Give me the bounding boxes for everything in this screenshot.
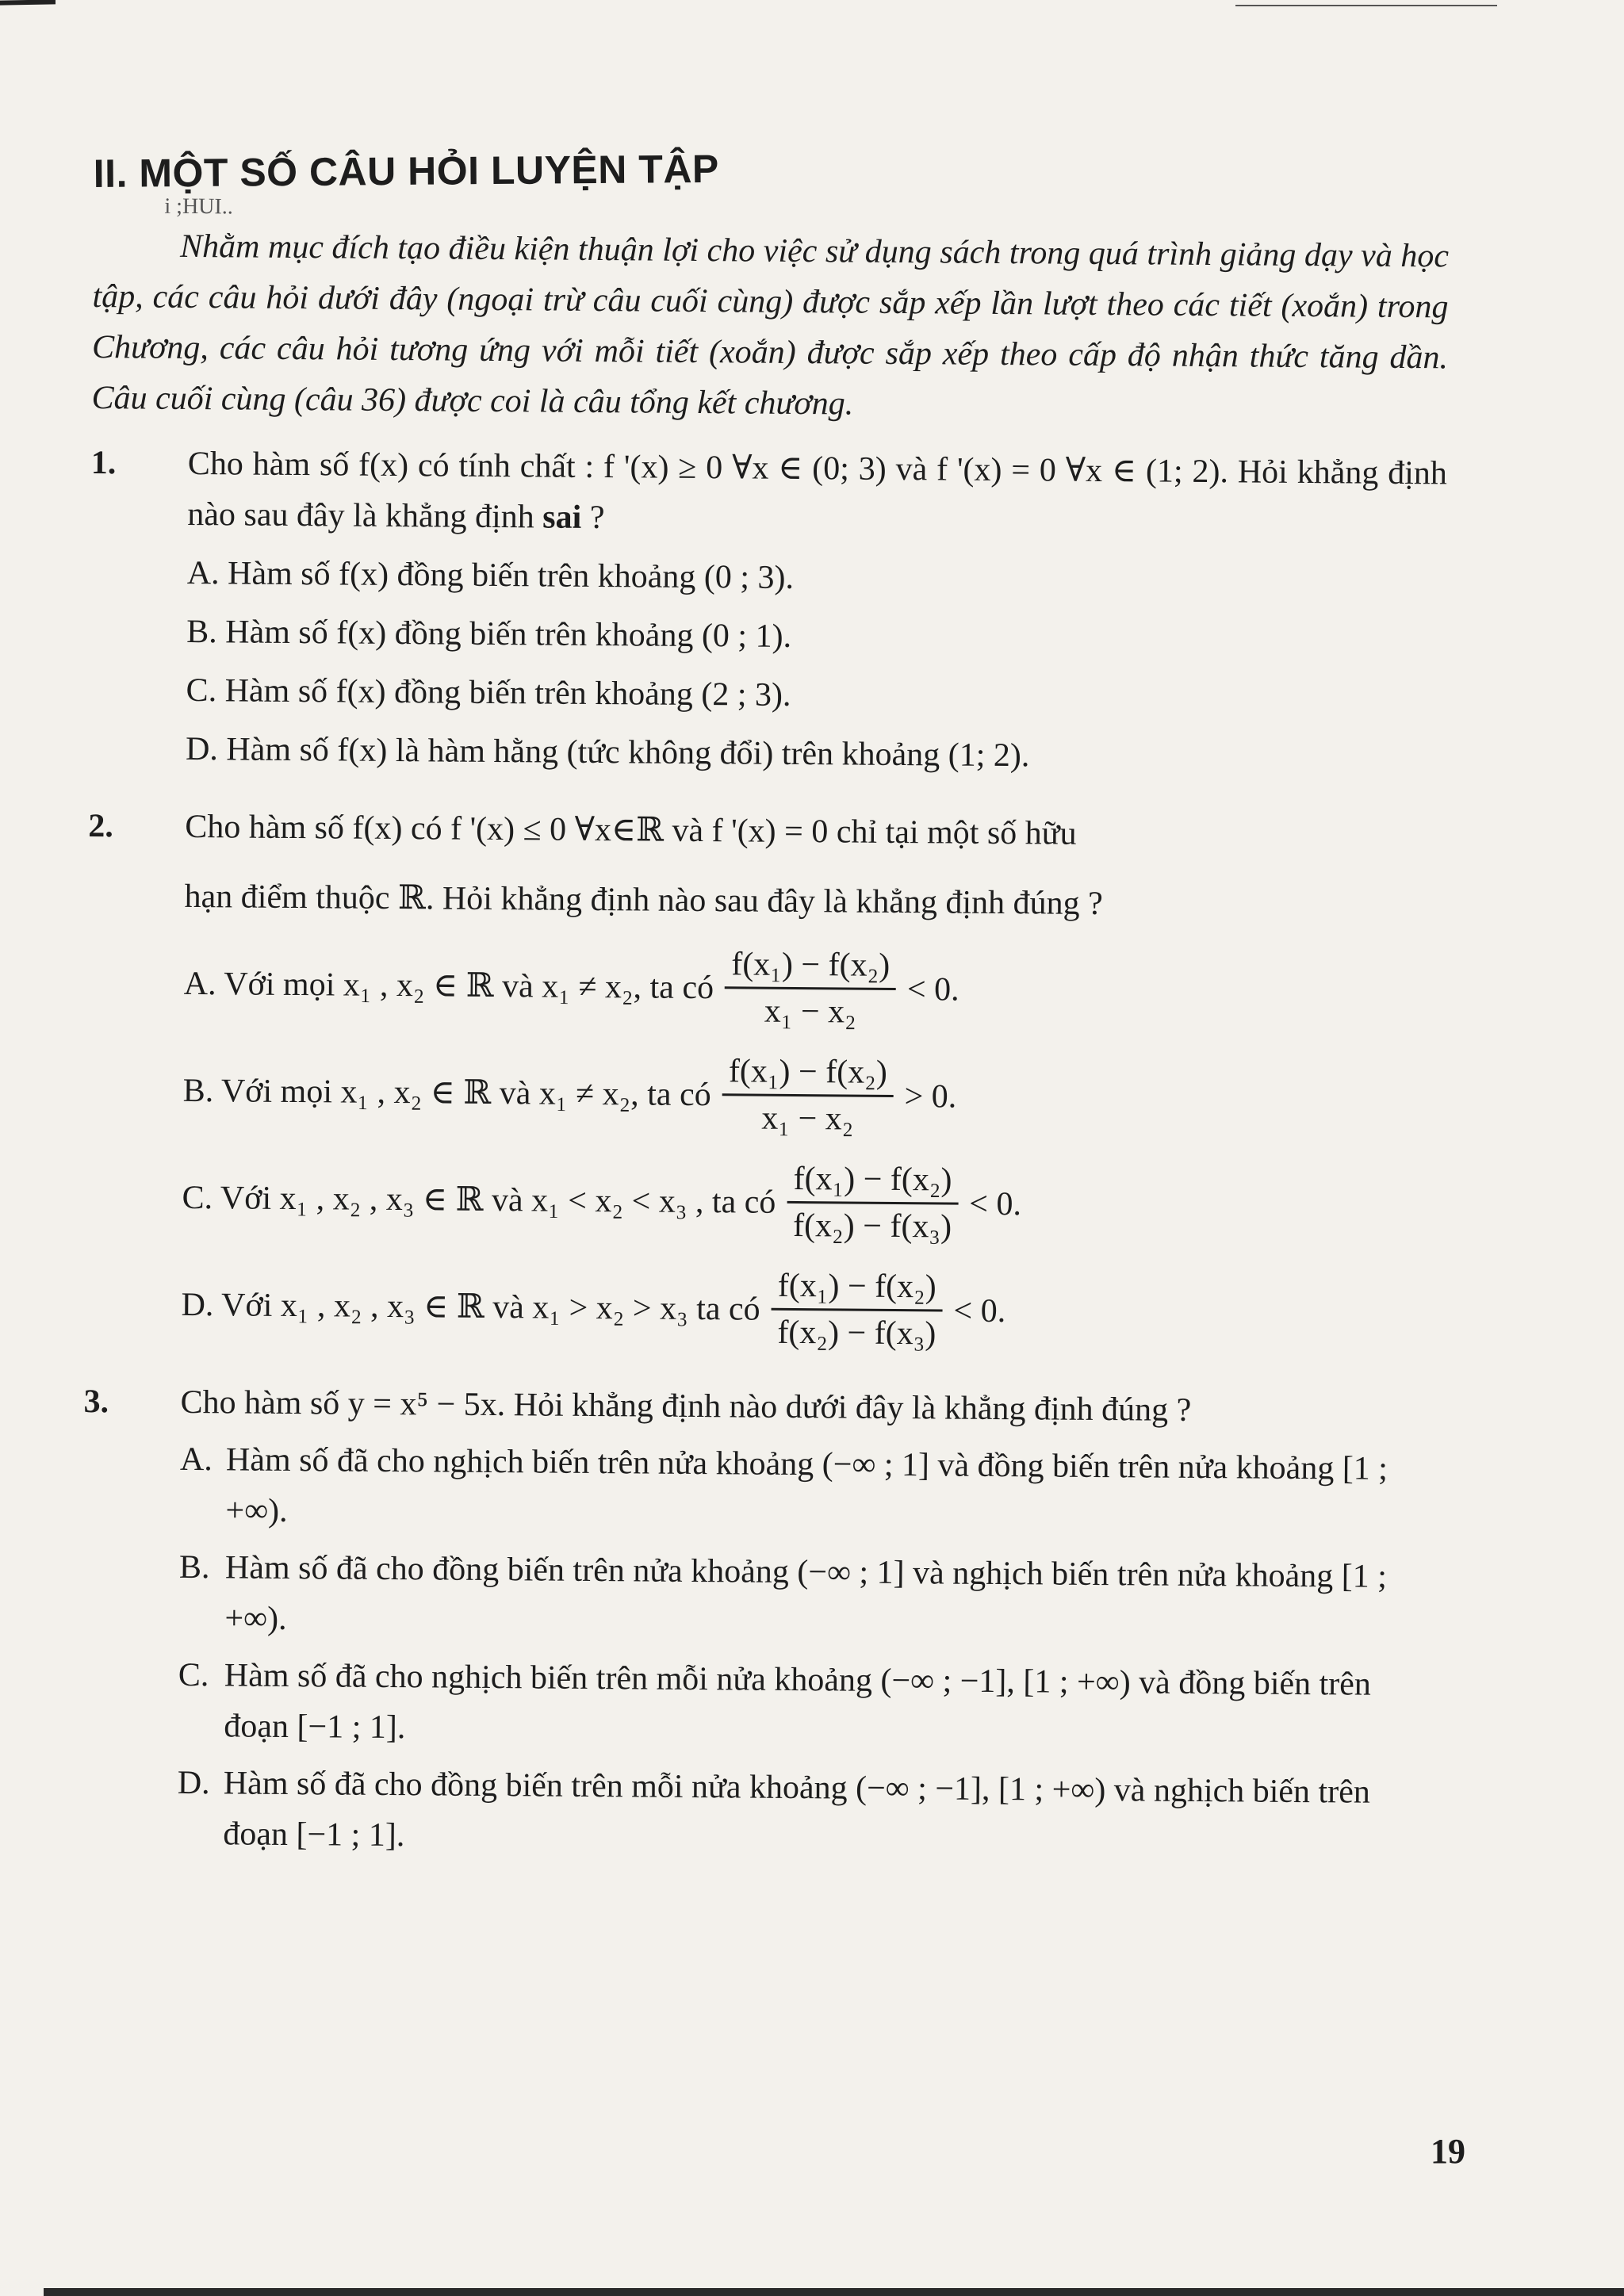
fraction-numerator: f(x₁) − f(x₂) <box>725 942 896 990</box>
options-list <box>177 1434 1439 1869</box>
stem-end: ? <box>581 499 605 537</box>
option-label: D. <box>177 1764 210 1802</box>
question-stem: Cho hàm số f(x) có f '(x) ≤ 0 ∀x∈ℝ và f '(x) = 0 chỉ tại một số hữu <box>185 808 1077 852</box>
question-number: 1. <box>90 444 117 482</box>
option-label: C. <box>178 1656 209 1694</box>
options-list <box>186 548 1446 784</box>
fraction-denominator: f(x₂) − f(x₃) <box>792 1207 952 1246</box>
option-b <box>178 1542 1438 1653</box>
stem-emphasis: sai <box>542 499 582 536</box>
option-a: A. Hàm số f(x) đồng biến trên khoảng (0 ; 3). <box>186 554 795 596</box>
fraction <box>725 942 897 1035</box>
question-stem-line2: hạn điểm thuộc ℝ. Hỏi khẳng định nào sau đây là khẳng định đúng ? <box>184 878 1103 923</box>
option-text: A. Với mọi x₁ , x₂ ∈ ℝ và x₁ ≠ x₂, ta có <box>183 965 714 1006</box>
page-content <box>80 146 1450 1896</box>
option-c <box>182 1152 1442 1253</box>
section-title: II. MỘT SỐ CÂU HỎI LUYỆN TẬP <box>93 146 719 196</box>
page-number: 19 <box>1431 2132 1465 2171</box>
fraction-numerator: f(x₁) − f(x₂) <box>772 1264 943 1312</box>
option-text: C. Với x₁ , x₂ , x₃ ∈ ℝ và x₁ < x₂ < x₃ , ta có <box>182 1179 776 1221</box>
option-d <box>181 1259 1441 1360</box>
question-1 <box>89 438 1447 784</box>
option-inequality: < 0. <box>906 970 959 1008</box>
option-a <box>183 938 1443 1039</box>
option-inequality: < 0. <box>953 1292 1006 1330</box>
question-stem: Cho hàm số y = x⁵ − 5x. Hỏi khẳng định nào dưới đây là khẳng định đúng ? <box>180 1383 1192 1429</box>
option-inequality: < 0. <box>969 1185 1022 1223</box>
fraction <box>787 1157 959 1249</box>
option-text: Hàm số đã cho nghịch biến trên mỗi nửa khoảng (−∞ ; −1], [1 ; +∞) và đồng biến trên đoạn [−1 ; 1]. <box>224 1657 1372 1747</box>
options-list <box>181 938 1443 1360</box>
scan-edge-top <box>0 0 56 6</box>
question-number: 3. <box>83 1383 109 1421</box>
fraction-numerator: f(x₁) − f(x₂) <box>722 1049 894 1097</box>
question-3 <box>80 1376 1440 1869</box>
question-number: 2. <box>88 807 113 845</box>
question-2 <box>84 801 1444 1360</box>
option-d <box>177 1758 1437 1869</box>
page-tag: i ;HUI.. <box>164 193 233 220</box>
stem-text: Cho hàm số f(x) có tính chất : f '(x) ≥ 0 ∀x ∈ (0; 3) và f '(x) = 0 ∀x ∈ (1; 2). Hỏi khẳng định nào sau đây là khẳng định <box>187 445 1448 536</box>
option-text: Hàm số đã cho đồng biến trên nửa khoảng (−∞ ; 1] và nghịch biến trên nửa khoảng [1 ; +∞). <box>224 1549 1388 1637</box>
fraction-denominator: f(x₂) − f(x₃) <box>777 1314 936 1353</box>
option-c: C. Hàm số f(x) đồng biến trên khoảng (2 ; 3). <box>186 672 791 714</box>
intro-paragraph: Nhằm mục đích tạo điều kiện thuận lợi cho việc sử dụng sách trong quá trình giảng dạy và học tập, các câu hỏi dưới đây (ngoại trừ câu cuối cùng) được sắp xếp lần lượt theo các tiết (xoắn) trong Chương, các câu hỏi tương ứng với mỗi tiết (xoắn) được sắp xếp theo cấp độ nhận thức tăng dần. Câu cuối cùng (câu 36) được coi là câu tổng kết chương. <box>91 228 1450 423</box>
fraction-denominator: x₁ − x₂ <box>761 1100 854 1138</box>
option-text: B. Với mọi x₁ , x₂ ∈ ℝ và x₁ ≠ x₂, ta có <box>182 1072 711 1113</box>
fraction-numerator: f(x₁) − f(x₂) <box>787 1157 958 1205</box>
option-text: D. Với x₁ , x₂ , x₃ ∈ ℝ và x₁ > x₂ > x₃ ta có <box>181 1286 760 1328</box>
option-a <box>179 1434 1439 1545</box>
option-label: B. <box>178 1548 210 1586</box>
option-text: Hàm số đã cho nghịch biến trên nửa khoảng (−∞ ; 1] và đồng biến trên nửa khoảng [1 ; +∞). <box>225 1441 1388 1529</box>
option-d: D. Hàm số f(x) là hàm hằng (tức không đổi) trên khoảng (1; 2). <box>185 730 1030 775</box>
option-label: A. <box>179 1441 213 1479</box>
option-inequality: > 0. <box>904 1077 957 1115</box>
option-b <box>182 1045 1442 1146</box>
fraction <box>771 1264 943 1357</box>
option-text: Hàm số đã cho đồng biến trên mỗi nửa khoảng (−∞ ; −1], [1 ; +∞) và nghịch biến trên đoạn [−1 ; 1]. <box>223 1765 1371 1854</box>
scan-edge-bottom <box>44 2288 1624 2296</box>
option-b: B. Hàm số f(x) đồng biến trên khoảng (0 ; 1). <box>186 613 792 655</box>
option-c <box>178 1650 1438 1761</box>
fraction <box>722 1049 894 1142</box>
question-stem <box>187 438 1447 549</box>
scan-edge-top-right <box>1235 5 1497 6</box>
fraction-denominator: x₁ − x₂ <box>764 993 856 1031</box>
